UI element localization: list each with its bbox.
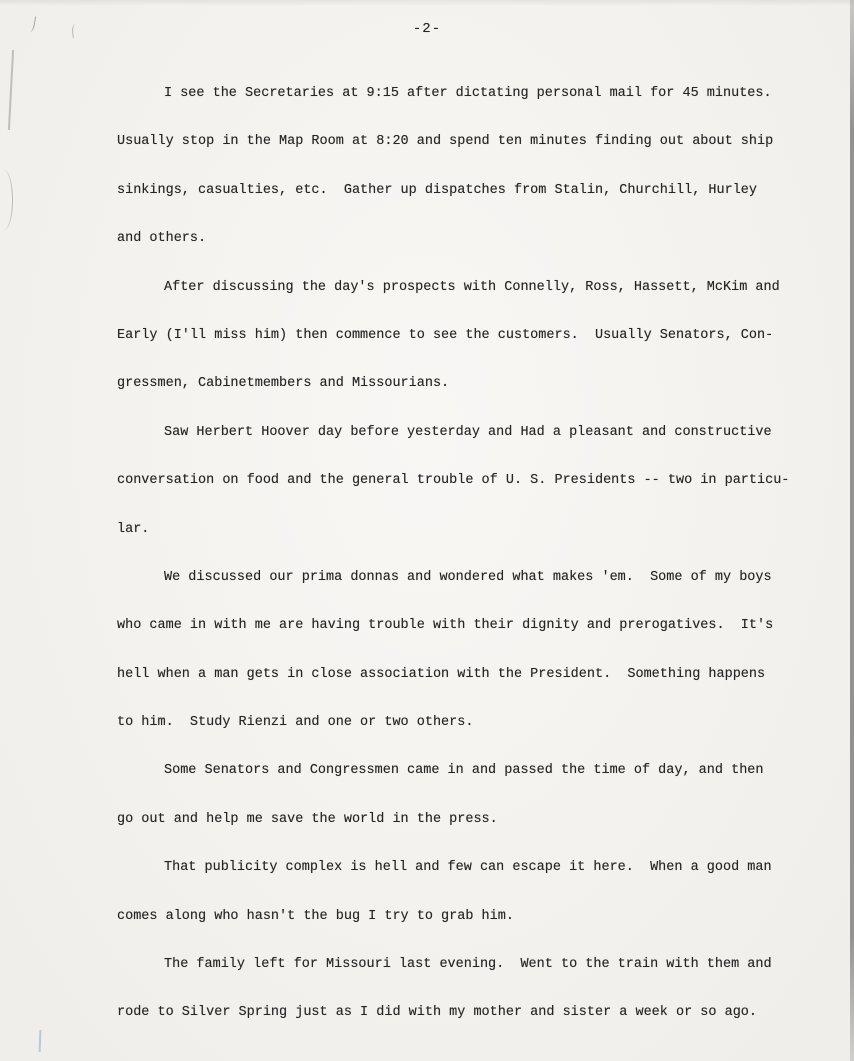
pencil-mark-icon	[8, 50, 14, 130]
text-line: comes along who hasn't the bug I try to grab him.	[117, 908, 514, 924]
text-line: who came in with me are having trouble with their dignity and prerogatives. It's	[117, 618, 774, 634]
text-line: The family left for Missouri last evening. Went to the train with them and	[164, 957, 772, 973]
text-line: I see the Secretaries at 9:15 after dictating personal mail for 45 minutes.	[164, 86, 772, 101]
scan-smudge	[0, 0, 854, 6]
text-line: gressmen, Cabinetmembers and Missourians.	[117, 376, 450, 392]
text-line: Early (I'll miss him) then commence to see the customers. Usually Senators, Con-	[117, 327, 774, 343]
pencil-mark-icon	[4, 170, 13, 230]
page-number: -2-	[412, 21, 442, 37]
text-line: Usually stop in the Map Room at 8:20 and spend ten minutes finding out about ship	[117, 134, 774, 150]
pen-mark-icon	[39, 1030, 42, 1052]
text-line: Saw Herbert Hoover day before yesterday and Had a pleasant and constructive	[164, 424, 772, 440]
text-line: go out and help me save the world in the press.	[117, 811, 498, 827]
text-line: sinkings, casualties, etc. Gather up dispatches from Stalin, Churchill, Hurley	[117, 182, 758, 198]
text-line: to him. Study Rienzi and one or two others.	[117, 715, 474, 731]
text-line: After discussing the day's prospects with Connelly, Ross, Hassett, McKim and	[164, 279, 780, 295]
text-line: hell when a man gets in close association with the President. Something happens	[117, 666, 766, 682]
scan-edge-artifact	[850, 0, 854, 1061]
document-body	[117, 87, 807, 1055]
text-line: That publicity complex is hell and few can escape it here. When a good man	[164, 860, 772, 876]
text-line: conversation on food and the general trouble of U. S. Presidents -- two in particu-	[117, 473, 790, 489]
text-line: rode to Silver Spring just as I did with my mother and sister a week or so ago.	[117, 1005, 758, 1021]
text-line: We discussed our prima donnas and wondered what makes 'em. Some of my boys	[164, 569, 772, 585]
text-line: Some Senators and Congressmen came in and passed the time of day, and then	[164, 763, 764, 779]
text-line: lar.	[117, 521, 150, 537]
text-line: and others.	[117, 231, 207, 247]
